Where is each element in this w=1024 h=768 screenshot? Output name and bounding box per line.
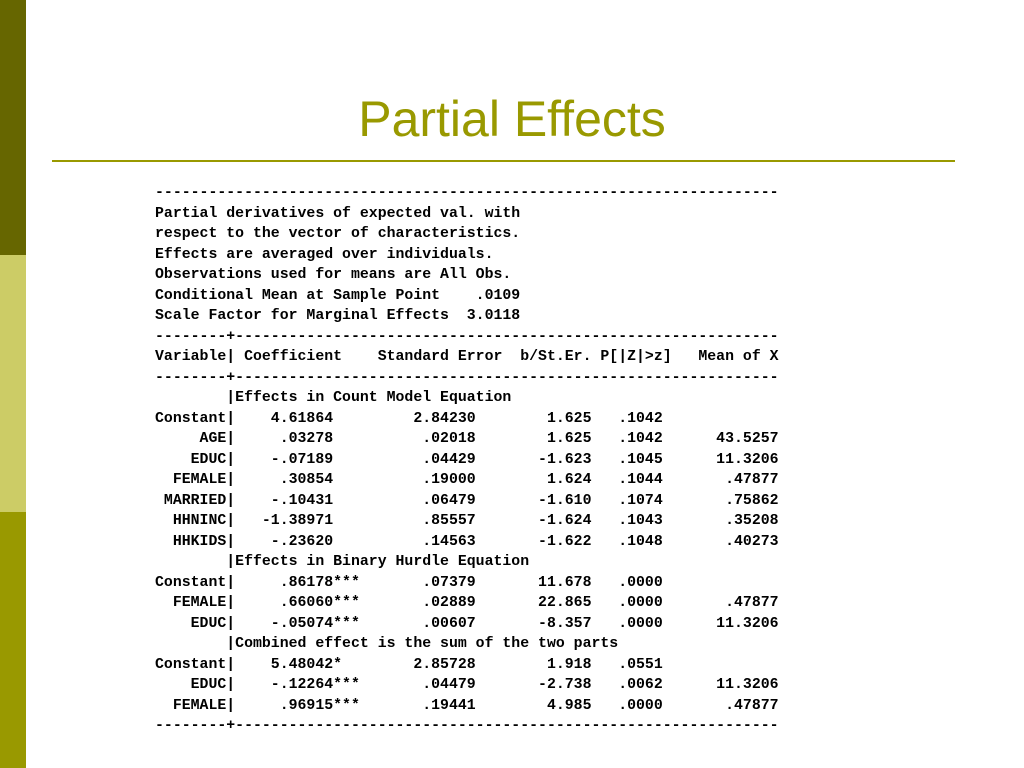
table-row: EDUC| -.07189 .04429 -1.623 .1045 11.3206 xyxy=(155,451,779,468)
table-row: Constant| 4.61864 2.84230 1.625 .1042 xyxy=(155,410,663,427)
sidebar-accent-top xyxy=(0,0,26,255)
table-row: Constant| 5.48042* 2.85728 1.918 .0551 xyxy=(155,656,663,673)
output-line: Effects are averaged over individuals. xyxy=(155,246,494,263)
table-header: Variable| Coefficient Standard Error b/St.Er. P[|Z|>z] Mean of X xyxy=(155,349,779,365)
regression-output xyxy=(155,183,779,737)
table-row: EDUC| -.05074*** .00607 -8.357 .0000 11.3206 xyxy=(155,615,779,632)
output-line: --------+------------------------------------------------------------- xyxy=(155,718,779,734)
table-row: FEMALE| .96915*** .19441 4.985 .0000 .47877 xyxy=(155,697,779,714)
table-row: HHNINC| -1.38971 .85557 -1.624 .1043 .35208 xyxy=(155,513,779,529)
table-row: FEMALE| .66060*** .02889 22.865 .0000 .47877 xyxy=(155,595,779,611)
slide-title: Partial Effects xyxy=(358,91,666,147)
table-row: EDUC| -.12264*** .04479 -2.738 .0062 11.3206 xyxy=(155,677,779,693)
output-line: Scale Factor for Marginal Effects 3.0118 xyxy=(155,308,521,324)
title-divider xyxy=(52,160,955,162)
section-header: |Combined effect is the sum of the two parts xyxy=(155,636,619,652)
section-header: |Effects in Count Model Equation xyxy=(155,390,512,406)
sidebar-accent-middle xyxy=(0,255,26,512)
output-line: Conditional Mean at Sample Point .0109 xyxy=(155,287,521,304)
table-row: Constant| .86178*** .07379 11.678 .0000 xyxy=(155,574,663,591)
table-row: FEMALE| .30854 .19000 1.624 .1044 .47877 xyxy=(155,472,779,488)
sidebar-accent-bottom xyxy=(0,512,26,768)
output-line: ---------------------------------------------------------------------- xyxy=(155,185,779,201)
output-line: --------+------------------------------------------------------------- xyxy=(155,328,779,345)
output-line: respect to the vector of characteristics. xyxy=(155,226,521,242)
output-line: Observations used for means are All Obs. xyxy=(155,267,512,283)
section-header: |Effects in Binary Hurdle Equation xyxy=(155,554,530,570)
table-row: HHKIDS| -.23620 .14563 -1.622 .1048 .40273 xyxy=(155,533,779,550)
table-row: MARRIED| -.10431 .06479 -1.610 .1074 .75862 xyxy=(155,492,779,509)
output-line: --------+------------------------------------------------------------- xyxy=(155,369,779,386)
table-row: AGE| .03278 .02018 1.625 .1042 43.5257 xyxy=(155,431,779,447)
output-line: Partial derivatives of expected val. with xyxy=(155,205,521,222)
